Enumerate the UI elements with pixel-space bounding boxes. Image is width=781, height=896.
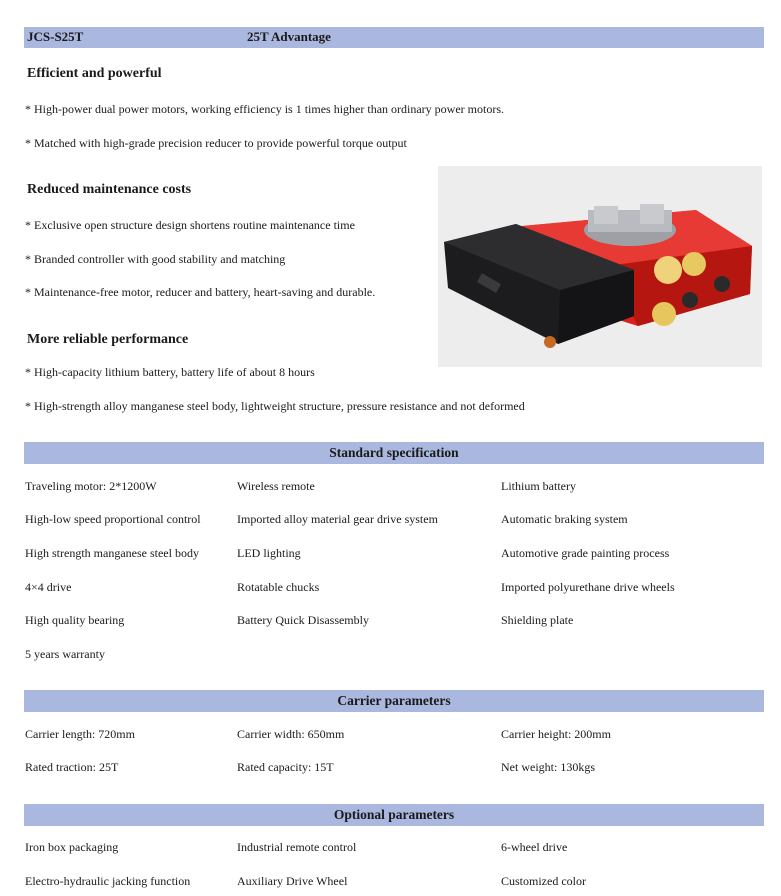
param-item: Carrier length: 720mm bbox=[25, 727, 135, 741]
option-item: Electro-hydraulic jacking function bbox=[25, 874, 191, 888]
param-item: Rated traction: 25T bbox=[25, 760, 119, 774]
optional-params-bar: Optional parameters bbox=[24, 804, 764, 826]
option-item: Auxiliary Drive Wheel bbox=[237, 874, 348, 888]
spec-item: 5 years warranty bbox=[25, 647, 105, 661]
header-bar bbox=[24, 27, 764, 48]
spec-item: LED lighting bbox=[237, 546, 301, 560]
bullet-item: * Maintenance-free motor, reducer and battery, heart-saving and durable. bbox=[25, 285, 376, 299]
spec-item: Battery Quick Disassembly bbox=[237, 613, 369, 627]
model-code: JCS-S25T bbox=[27, 29, 84, 44]
section-heading: Efficient and powerful bbox=[27, 66, 162, 81]
option-item: Industrial remote control bbox=[237, 840, 357, 854]
spec-item: High strength manganese steel body bbox=[25, 546, 199, 560]
electric-carrier-illustration bbox=[438, 166, 762, 367]
bullet-item: * Exclusive open structure design shortens routine maintenance time bbox=[25, 218, 355, 232]
param-item: Carrier width: 650mm bbox=[237, 727, 345, 741]
section-heading: More reliable performance bbox=[27, 332, 189, 347]
option-item: 6-wheel drive bbox=[501, 840, 568, 854]
product-image bbox=[438, 166, 762, 367]
option-item: Iron box packaging bbox=[25, 840, 119, 854]
spec-item: Automotive grade painting process bbox=[501, 546, 670, 560]
header-title: 25T Advantage bbox=[247, 29, 331, 44]
param-item: Net weight: 130kgs bbox=[501, 760, 595, 774]
spec-item: Automatic braking system bbox=[501, 512, 628, 526]
bullet-item: * High-strength alloy manganese steel body, lightweight structure, pressure resistance and not deformed bbox=[25, 399, 525, 413]
bullet-item: * Branded controller with good stability and matching bbox=[25, 252, 286, 266]
spec-item: High-low speed proportional control bbox=[25, 512, 201, 526]
param-item: Rated capacity: 15T bbox=[237, 760, 334, 774]
bullet-item: * High-power dual power motors, working efficiency is 1 times higher than ordinary power motors. bbox=[25, 102, 505, 116]
spec-item: Imported alloy material gear drive system bbox=[237, 512, 438, 526]
bullet-item: * High-capacity lithium battery, battery life of about 8 hours bbox=[25, 365, 315, 379]
option-item: Customized color bbox=[501, 874, 586, 888]
section-heading: Reduced maintenance costs bbox=[27, 182, 192, 197]
spec-item: Wireless remote bbox=[237, 479, 315, 493]
param-item: Carrier height: 200mm bbox=[501, 727, 611, 741]
spec-item: Traveling motor: 2*1200W bbox=[25, 479, 157, 493]
spec-item: 4×4 drive bbox=[25, 580, 72, 594]
spec-item: Lithium battery bbox=[501, 479, 576, 493]
spec-item: High quality bearing bbox=[25, 613, 125, 627]
bullet-item: * Matched with high-grade precision reducer to provide powerful torque output bbox=[25, 136, 407, 150]
spec-item: Rotatable chucks bbox=[237, 580, 320, 594]
spec-item: Shielding plate bbox=[501, 613, 574, 627]
spec-item: Imported polyurethane drive wheels bbox=[501, 580, 675, 594]
carrier-params-bar: Carrier parameters bbox=[24, 690, 764, 712]
standard-spec-bar: Standard specification bbox=[24, 442, 764, 464]
